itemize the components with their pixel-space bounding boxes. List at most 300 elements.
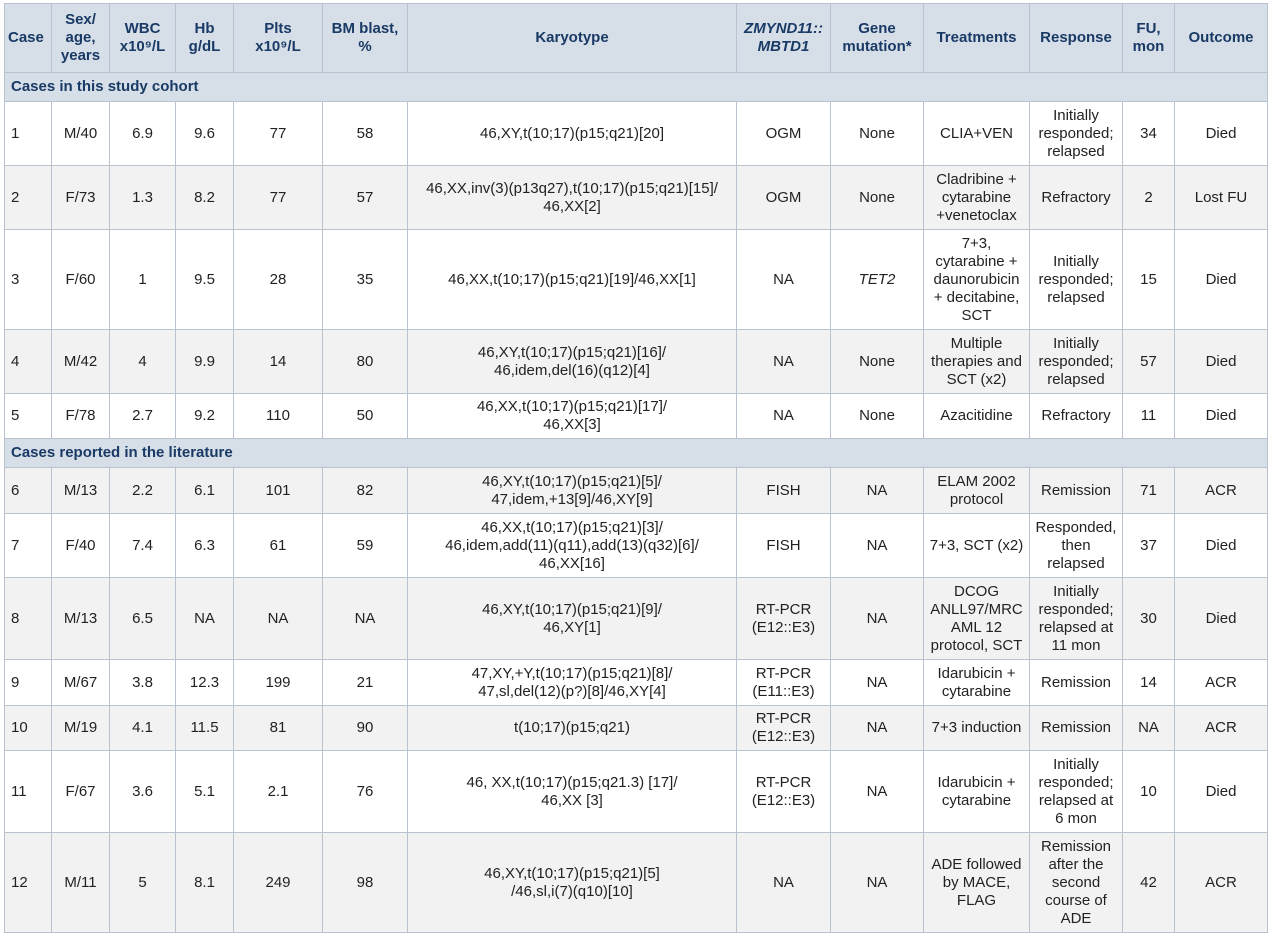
- cell-hb: [176, 330, 234, 394]
- cell-hb: [176, 706, 234, 751]
- cell-karyo: [408, 102, 737, 166]
- cell-zmynd: [737, 330, 831, 394]
- text-line: 101: [265, 481, 291, 499]
- cell-resp: [1030, 330, 1123, 394]
- text-line: 47,idem,+13[9]/46,XY[9]: [491, 490, 653, 508]
- cell-resp: [1030, 166, 1123, 230]
- text-line: relapsed: [1047, 554, 1105, 572]
- text-line: /46,sl,i(7)(q10)[10]: [511, 882, 633, 900]
- cell-sexage: [52, 578, 110, 660]
- text-line: NA: [866, 719, 888, 736]
- cell-wbc: [110, 102, 176, 166]
- text-line: 46,XX[3]: [543, 416, 601, 433]
- text-line: 30: [1140, 609, 1157, 627]
- cell-case: [5, 833, 52, 933]
- cell-bm: [323, 230, 408, 330]
- cell-sexage: [52, 394, 110, 439]
- text-line: Multiple: [950, 334, 1003, 352]
- cell-treat: [924, 578, 1030, 660]
- cell-wbc: [110, 166, 176, 230]
- header-wbc: [110, 4, 176, 73]
- text-line: None: [859, 124, 895, 142]
- cell-resp: [1030, 394, 1123, 439]
- cell-case: [5, 166, 52, 230]
- section-header-row: [5, 439, 1268, 468]
- cell-gene: [831, 102, 924, 166]
- text-line: Died: [1205, 782, 1237, 800]
- text-line: OGM: [765, 124, 802, 142]
- text-line: by MACE,: [942, 873, 1011, 891]
- text-line: Died: [1205, 536, 1237, 554]
- text-line: ELAM 2002: [937, 472, 1016, 490]
- text-line: Responded,: [1035, 518, 1117, 536]
- cell-fu: [1123, 102, 1175, 166]
- text-line: 77: [269, 188, 287, 206]
- cell-karyo: [408, 468, 737, 514]
- text-line: 76: [356, 782, 374, 800]
- cell-case: [5, 468, 52, 514]
- cell-case: [5, 751, 52, 833]
- cell-wbc: [110, 394, 176, 439]
- cell-outcome: [1175, 166, 1268, 230]
- cell-karyo: [408, 706, 737, 751]
- text-line: RT-PCR: [755, 710, 812, 727]
- text-line: responded;: [1038, 600, 1114, 618]
- text-line: 46,XX[16]: [539, 554, 605, 572]
- table-container: [4, 3, 1267, 933]
- cell-wbc: [110, 833, 176, 933]
- cell-outcome: [1175, 514, 1268, 578]
- cell-sexage: [52, 230, 110, 330]
- text-line: 14: [269, 352, 287, 370]
- cell-outcome: [1175, 102, 1268, 166]
- cell-wbc: [110, 751, 176, 833]
- cell-case: [5, 514, 52, 578]
- cell-plts: [234, 330, 323, 394]
- cell-case: [5, 102, 52, 166]
- text-line: second: [1051, 873, 1101, 891]
- text-line: 2: [11, 188, 20, 206]
- cell-outcome: [1175, 751, 1268, 833]
- text-line: FISH: [766, 536, 801, 554]
- text-line: 77: [269, 124, 287, 142]
- section-title: Cases in this study cohort: [5, 73, 1268, 102]
- text-line: relapsed at: [1038, 618, 1114, 636]
- header-treat: [924, 4, 1030, 73]
- text-line: 82: [356, 481, 374, 499]
- text-line: Remission: [1040, 837, 1112, 855]
- cell-karyo: [408, 833, 737, 933]
- text-line: ACR: [1205, 873, 1237, 891]
- text-line: mutation*: [842, 38, 912, 55]
- cell-treat: [924, 166, 1030, 230]
- section-title: Cases reported in the literature: [5, 439, 1268, 468]
- text-line: 5: [138, 873, 147, 891]
- cell-wbc: [110, 330, 176, 394]
- text-line: 35: [356, 270, 374, 288]
- cell-sexage: [52, 330, 110, 394]
- cell-case: [5, 660, 52, 706]
- text-line: 46,idem,del(16)(q12)[4]: [494, 361, 650, 379]
- text-line: M/42: [63, 352, 98, 370]
- text-line: 34: [1140, 124, 1157, 142]
- table-row: [5, 468, 1268, 514]
- cell-gene: [831, 578, 924, 660]
- text-line: 59: [356, 536, 374, 554]
- text-line: 6: [11, 481, 20, 499]
- table-row: [5, 751, 1268, 833]
- text-line: 46,XY,t(10;17)(p15;q21)[20]: [479, 124, 665, 142]
- cell-fu: [1123, 751, 1175, 833]
- text-line: M/13: [63, 481, 98, 499]
- text-line: Case: [8, 29, 44, 46]
- cell-wbc: [110, 578, 176, 660]
- cell-treat: [924, 751, 1030, 833]
- text-line: 46,XY,t(10;17)(p15;q21)[16]/: [477, 343, 667, 361]
- table-row: [5, 394, 1268, 439]
- text-line: 10: [11, 719, 28, 736]
- table-header: [5, 4, 1268, 73]
- header-karyo: [408, 4, 737, 73]
- text-line: F/78: [65, 407, 96, 424]
- text-line: Plts: [264, 20, 292, 37]
- text-line: 4: [138, 352, 147, 370]
- text-line: Idarubicin +: [937, 773, 1016, 791]
- cell-bm: [323, 468, 408, 514]
- text-line: TET2: [858, 270, 896, 288]
- header-hb: [176, 4, 234, 73]
- cell-fu: [1123, 230, 1175, 330]
- cell-fu: [1123, 468, 1175, 514]
- text-line: 2.1: [267, 782, 289, 800]
- text-line: RT-PCR: [755, 664, 812, 682]
- text-line: protocol: [949, 490, 1004, 508]
- cell-plts: [234, 102, 323, 166]
- header-gene: [831, 4, 924, 73]
- cell-zmynd: [737, 833, 831, 933]
- text-line: AML 12: [950, 618, 1003, 636]
- cell-karyo: [408, 660, 737, 706]
- text-line: 90: [356, 719, 374, 736]
- text-line: 2.2: [132, 481, 153, 499]
- text-line: None: [859, 407, 895, 424]
- cell-sexage: [52, 751, 110, 833]
- text-line: 21: [356, 673, 374, 691]
- text-line: 7: [11, 536, 20, 554]
- text-line: 81: [269, 719, 287, 736]
- text-line: Lost FU: [1194, 188, 1248, 206]
- cell-hb: [176, 578, 234, 660]
- text-line: Died: [1205, 352, 1237, 370]
- cell-sexage: [52, 514, 110, 578]
- text-line: therapies and: [931, 352, 1022, 370]
- cell-fu: [1123, 166, 1175, 230]
- text-line: 42: [1140, 873, 1157, 891]
- cell-karyo: [408, 230, 737, 330]
- text-line: 6.5: [132, 609, 153, 627]
- text-line: 11: [1140, 407, 1157, 424]
- case-table: [4, 3, 1268, 933]
- text-line: 8.1: [194, 873, 215, 891]
- text-line: 46,XX,t(10;17)(p15;q21)[3]/: [481, 518, 663, 536]
- text-line: Died: [1205, 124, 1237, 142]
- text-line: 3: [11, 270, 20, 288]
- cell-resp: [1030, 514, 1123, 578]
- cell-case: [5, 706, 52, 751]
- cell-outcome: [1175, 330, 1268, 394]
- text-line: Refractory: [1041, 188, 1111, 206]
- text-line: x10⁹/L: [255, 38, 301, 55]
- cell-hb: [176, 514, 234, 578]
- cell-zmynd: [737, 468, 831, 514]
- text-line: NA: [773, 352, 794, 370]
- cell-fu: [1123, 330, 1175, 394]
- text-line: 71: [1140, 481, 1157, 499]
- cell-gene: [831, 833, 924, 933]
- cell-outcome: [1175, 706, 1268, 751]
- cell-bm: [323, 330, 408, 394]
- header-row: [5, 4, 1268, 73]
- cell-plts: [234, 468, 323, 514]
- text-line: (E12::E3): [751, 791, 816, 809]
- cell-zmynd: [737, 514, 831, 578]
- text-line: 9.2: [194, 407, 215, 424]
- header-plts: [234, 4, 323, 73]
- text-line: BM blast,: [331, 20, 399, 37]
- text-line: ANLL97/MRC: [930, 600, 1023, 618]
- text-line: 50: [356, 407, 374, 424]
- text-line: 46,XY,t(10;17)(p15;q21)[5]: [484, 864, 660, 882]
- cell-hb: [176, 468, 234, 514]
- cell-hb: [176, 394, 234, 439]
- header-case: [5, 4, 52, 73]
- cell-gene: [831, 394, 924, 439]
- cell-wbc: [110, 660, 176, 706]
- text-line: relapsed: [1047, 288, 1105, 306]
- text-line: NA: [773, 873, 794, 891]
- text-line: 46,XX,inv(3)(p13q27),t(10;17)(p15;q21)[15]/: [426, 179, 718, 197]
- text-line: 57: [1140, 352, 1157, 370]
- cell-zmynd: [737, 660, 831, 706]
- cell-resp: [1030, 660, 1123, 706]
- text-line: x10⁹/L: [119, 38, 166, 55]
- text-line: (E12::E3): [751, 618, 816, 636]
- header-fu: [1123, 4, 1175, 73]
- text-line: protocol, SCT: [930, 636, 1023, 654]
- cell-wbc: [110, 230, 176, 330]
- text-line: Cladribine +: [936, 170, 1017, 188]
- text-line: 46,idem,add(11)(q11),add(13)(q32)[6]/: [445, 536, 699, 554]
- text-line: then: [1061, 536, 1091, 554]
- cell-sexage: [52, 660, 110, 706]
- header-sexage: [52, 4, 110, 73]
- cell-wbc: [110, 706, 176, 751]
- text-line: Initially: [1053, 334, 1099, 352]
- text-line: 5: [11, 407, 20, 424]
- text-line: 46, XX,t(10;17)(p15;q21.3) [17]/: [466, 773, 678, 791]
- text-line: 58: [356, 124, 374, 142]
- cell-gene: [831, 751, 924, 833]
- text-line: Remission: [1040, 719, 1112, 736]
- text-line: 4: [11, 352, 20, 370]
- text-line: NA: [866, 782, 888, 800]
- cell-plts: [234, 514, 323, 578]
- text-line: FISH: [766, 481, 801, 499]
- text-line: 37: [1140, 536, 1157, 554]
- table-row: [5, 706, 1268, 751]
- cell-case: [5, 330, 52, 394]
- text-line: NA: [773, 270, 794, 288]
- text-line: 46,XY,t(10;17)(p15;q21)[5]/: [482, 472, 662, 490]
- cell-treat: [924, 102, 1030, 166]
- table-row: [5, 166, 1268, 230]
- text-line: F/67: [65, 782, 96, 800]
- cell-plts: [234, 578, 323, 660]
- text-line: 5.1: [194, 782, 215, 800]
- text-line: (E11::E3): [752, 682, 815, 700]
- text-line: CLIA+VEN: [940, 124, 1013, 142]
- text-line: M/11: [64, 873, 97, 891]
- cell-gene: [831, 468, 924, 514]
- text-line: FU,: [1136, 20, 1161, 37]
- cell-hb: [176, 102, 234, 166]
- cell-plts: [234, 230, 323, 330]
- text-line: NA: [866, 673, 888, 691]
- text-line: WBC: [124, 20, 161, 37]
- cell-fu: [1123, 394, 1175, 439]
- text-line: F/60: [65, 270, 96, 288]
- text-line: Karyotype: [535, 29, 609, 46]
- text-line: 47,XY,+Y,t(10;17)(p15;q21)[8]/: [471, 664, 673, 682]
- text-line: 14: [1140, 673, 1157, 691]
- text-line: 9: [11, 673, 20, 691]
- text-line: g/dL: [188, 38, 221, 55]
- cell-karyo: [408, 166, 737, 230]
- cell-case: [5, 230, 52, 330]
- cell-treat: [924, 833, 1030, 933]
- cell-hb: [176, 833, 234, 933]
- text-line: 3.6: [132, 782, 153, 800]
- cell-gene: [831, 166, 924, 230]
- text-line: M/67: [63, 673, 98, 691]
- text-line: MBTD1: [757, 38, 810, 55]
- text-line: Initially: [1053, 755, 1099, 773]
- table-row: [5, 230, 1268, 330]
- cell-sexage: [52, 166, 110, 230]
- text-line: ADE: [1060, 909, 1092, 927]
- cell-bm: [323, 514, 408, 578]
- text-line: responded;: [1038, 773, 1114, 791]
- text-line: NA: [267, 609, 289, 627]
- text-line: NA: [1138, 719, 1159, 736]
- text-line: 6.1: [194, 481, 215, 499]
- text-line: 98: [356, 873, 374, 891]
- text-line: NA: [866, 873, 888, 891]
- cell-treat: [924, 330, 1030, 394]
- text-line: FLAG: [956, 891, 997, 909]
- cell-gene: [831, 706, 924, 751]
- text-line: 46,XY[1]: [543, 618, 601, 636]
- text-line: NA: [866, 609, 888, 627]
- text-line: 7+3,: [961, 234, 992, 252]
- text-line: responded;: [1038, 352, 1114, 370]
- cell-bm: [323, 751, 408, 833]
- text-line: 46,XX,t(10;17)(p15;q21)[17]/: [476, 398, 668, 415]
- cell-outcome: [1175, 230, 1268, 330]
- cell-bm: [323, 660, 408, 706]
- cell-resp: [1030, 230, 1123, 330]
- text-line: 46,XY,t(10;17)(p15;q21)[9]/: [482, 600, 662, 618]
- cell-karyo: [408, 578, 737, 660]
- text-line: Initially: [1053, 106, 1099, 124]
- cell-sexage: [52, 468, 110, 514]
- text-line: 249: [265, 873, 291, 891]
- text-line: Remission: [1040, 481, 1112, 499]
- text-line: relapsed at: [1038, 791, 1114, 809]
- cell-bm: [323, 578, 408, 660]
- text-line: F/73: [65, 188, 96, 206]
- text-line: Gene: [858, 20, 896, 37]
- cell-case: [5, 578, 52, 660]
- text-line: 7.4: [132, 536, 153, 554]
- cell-treat: [924, 706, 1030, 751]
- cell-hb: [176, 660, 234, 706]
- text-line: 6 mon: [1055, 809, 1097, 827]
- text-line: 9.5: [194, 270, 215, 288]
- text-line: %: [358, 38, 372, 55]
- cell-gene: [831, 514, 924, 578]
- table-body: [5, 73, 1268, 933]
- cell-fu: [1123, 578, 1175, 660]
- cell-zmynd: [737, 166, 831, 230]
- cell-plts: [234, 706, 323, 751]
- text-line: 1: [138, 270, 147, 288]
- cell-hb: [176, 166, 234, 230]
- header-outcome: [1175, 4, 1268, 73]
- cell-hb: [176, 751, 234, 833]
- text-line: daunorubicin: [933, 270, 1020, 288]
- cell-outcome: [1175, 660, 1268, 706]
- text-line: 12.3: [189, 673, 220, 691]
- text-line: 57: [356, 188, 374, 206]
- text-line: 6.3: [194, 536, 215, 554]
- cell-resp: [1030, 706, 1123, 751]
- text-line: M/40: [63, 124, 98, 142]
- section-header-row: [5, 73, 1268, 102]
- text-line: RT-PCR: [755, 773, 812, 791]
- cell-treat: [924, 230, 1030, 330]
- cell-zmynd: [737, 751, 831, 833]
- text-line: SCT (x2): [946, 370, 1007, 388]
- text-line: age,: [65, 29, 96, 46]
- cell-karyo: [408, 394, 737, 439]
- text-line: Azacitidine: [940, 407, 1013, 424]
- text-line: relapsed: [1047, 370, 1105, 388]
- header-zmynd: [737, 4, 831, 73]
- text-line: 11.5: [190, 719, 219, 736]
- cell-bm: [323, 833, 408, 933]
- text-line: Initially: [1053, 252, 1099, 270]
- text-line: 46,XX,t(10;17)(p15;q21)[19]/46,XX[1]: [448, 270, 696, 288]
- text-line: Response: [1040, 29, 1112, 46]
- text-line: NA: [866, 536, 888, 554]
- cell-karyo: [408, 514, 737, 578]
- cell-bm: [323, 706, 408, 751]
- text-line: Died: [1205, 270, 1237, 288]
- cell-sexage: [52, 102, 110, 166]
- cell-zmynd: [737, 706, 831, 751]
- table-row: [5, 833, 1268, 933]
